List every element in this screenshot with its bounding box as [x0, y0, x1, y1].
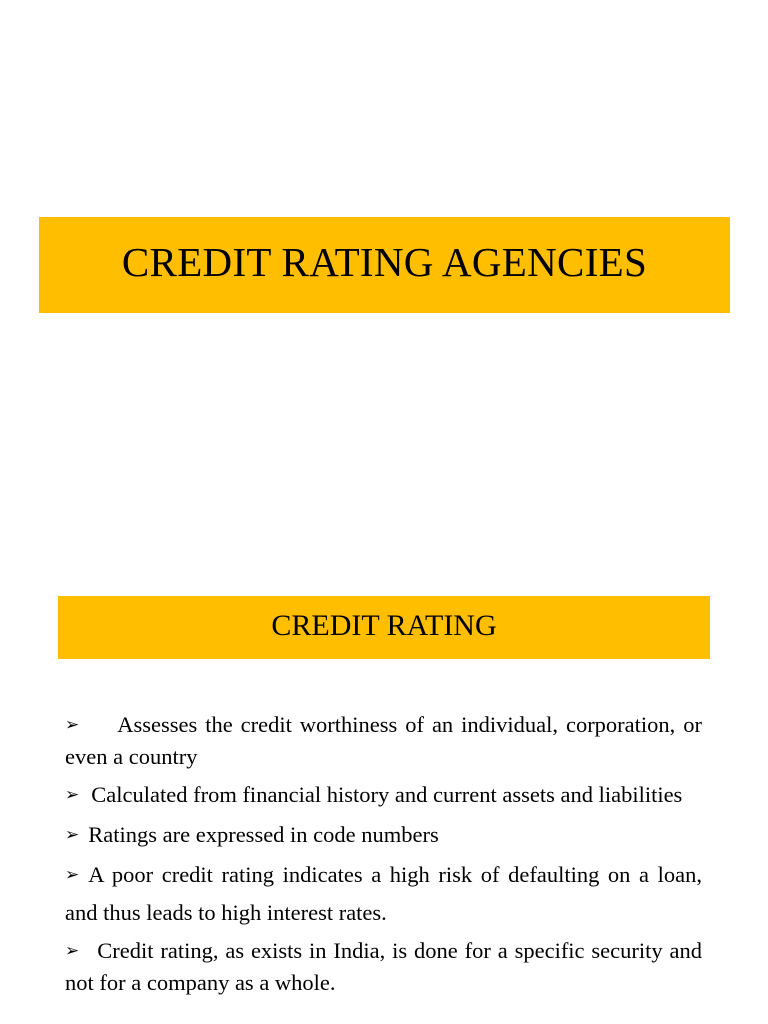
bullet-text: Credit rating, as exists in India, is done for a specific security and not for a company as a whole.	[65, 938, 702, 995]
title-banner	[39, 217, 730, 313]
list-item	[65, 819, 702, 851]
bullet-text: Assesses the credit worthiness of an individual, corporation, or even a country	[65, 712, 702, 769]
list-item	[65, 856, 702, 932]
bullet-text: Ratings are expressed in code numbers	[88, 822, 439, 847]
bullet-list	[65, 709, 702, 998]
section-banner	[58, 596, 710, 659]
section-heading: CREDIT RATING	[271, 608, 497, 642]
arrow-bullet-icon: ➢	[65, 825, 80, 845]
page-title: CREDIT RATING AGENCIES	[121, 238, 648, 285]
bullet-text: Calculated from financial history and current assets and liabilities	[91, 782, 683, 807]
arrow-bullet-icon: ➢	[65, 941, 80, 961]
arrow-bullet-icon: ➢	[65, 715, 80, 735]
arrow-bullet-icon: ➢	[65, 865, 80, 885]
list-item	[65, 779, 702, 811]
list-item	[65, 709, 702, 772]
arrow-bullet-icon: ➢	[65, 785, 80, 805]
list-item	[65, 935, 702, 998]
bullet-text: A poor credit rating indicates a high risk of defaulting on a loan, and thus leads to high interest rates.	[65, 862, 702, 925]
